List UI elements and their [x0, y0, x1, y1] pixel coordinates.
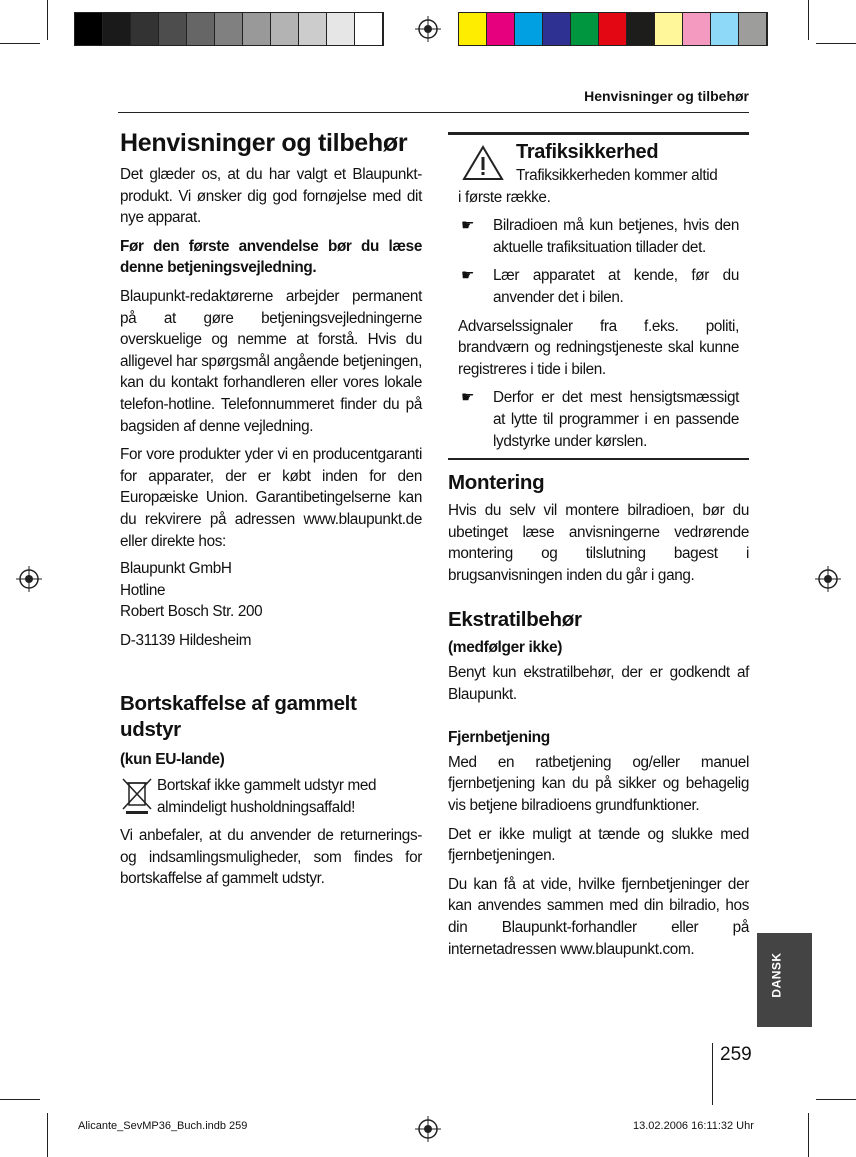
calibration-swatch: [243, 13, 271, 45]
disposal-icon-text: Bortskaf ikke gammelt udstyr med almindeligt husholdningsaffald!: [157, 777, 377, 816]
safety-heading: Trafiksikkerhed: [516, 141, 659, 163]
pointing-hand-icon: ☛: [461, 217, 475, 235]
calibration-swatch: [215, 13, 243, 45]
disposal-heading: Bortskaffelse af gammelt udstyr: [120, 692, 357, 742]
safety-bullet: ☛ Derfor er det mest hensigtsmæssigt at lytte til programmer i en passende lydstyrke under kørslen.: [458, 387, 739, 452]
disposal-notice: [120, 775, 422, 818]
safety-box: [448, 132, 749, 460]
remote-paragraph: Det er ikke muligt at tænde og slukke med fjernbetjeningen.: [448, 825, 749, 865]
calibration-swatch: [739, 13, 767, 45]
safety-lead-part: Trafiksikkerheden kommer altid: [516, 167, 718, 184]
crop-mark: [47, 0, 48, 40]
calibration-swatch: [599, 13, 627, 45]
calibration-swatch: [487, 13, 515, 45]
calibration-swatch: [571, 13, 599, 45]
address-line: Hotline: [120, 581, 166, 599]
warning-triangle-icon: [458, 139, 508, 183]
calibration-swatch: [187, 13, 215, 45]
safety-bullet: ☛ Bilradioen må kun betjenes, hvis den aktuelle trafiksituation tillader det.: [458, 215, 739, 258]
mounting-paragraph: Hvis du selv vil montere bilradioen, bør du ubetinget læse anvisningerne vedrørende montering og tilslutning bagest i brugsanvisningen inden du går i gang.: [448, 502, 749, 584]
crop-mark: [0, 1099, 40, 1100]
crop-mark: [816, 1099, 856, 1100]
calibration-swatch: [159, 13, 187, 45]
registration-mark-icon: [415, 1116, 441, 1142]
running-header: Henvisninger og tilbehør: [584, 88, 749, 104]
disposal-paragraph: Vi anbefaler, at du anvender de returnerings- og indsamlingsmuligheder, som findes for bortskaffelse af gammelt udstyr.: [120, 827, 422, 888]
registration-mark-icon: [415, 16, 441, 42]
remote-paragraph: Du kan få at vide, hvilke fjernbetjeninger der kan anvendes sammen med din bilradio, hos din Blaupunkt-forhandler eller på internetadressen www.blaupunkt.com.: [448, 875, 749, 958]
safety-middle-paragraph: Advarselssignaler fra f.eks. politi, brandværn og redningstjeneste skal kunne registreres i tide i bilen.: [458, 317, 739, 378]
crop-mark: [0, 43, 40, 44]
calibration-swatch: [271, 13, 299, 45]
mounting-heading: Montering: [448, 471, 545, 495]
calibration-swatch: [655, 13, 683, 45]
calibration-swatch: [355, 13, 383, 45]
calibration-swatch: [459, 13, 487, 45]
registration-mark-icon: [16, 566, 42, 592]
address-line: Robert Bosch Str. 200: [120, 603, 263, 621]
accessories-subheading: (medfølger ikke): [448, 638, 563, 656]
slug-filename: Alicante_SevMP36_Buch.indb 259: [78, 1120, 248, 1132]
editors-paragraph: Blaupunkt-redaktørerne arbejder permanent på at gøre betjeningsvejledningerne overskuelige og nemme at forstå. Hvis du alligevel har spørgsmål angående betjeningen, kan du kontakt forhandleren eller vores lokale telefon-hotline. Telefonnummeret finder du på bagsiden af denne vejledning.: [120, 287, 422, 435]
color-calibration-bar: [458, 12, 768, 46]
remote-heading: Fjernbetjening: [448, 729, 550, 747]
calibration-swatch: [299, 13, 327, 45]
calibration-swatch: [627, 13, 655, 45]
calibration-swatch: [131, 13, 159, 45]
warranty-paragraph: For vore produkter yder vi en producentgaranti for apparater, der er købt inden for den Europæiske Union. Garantibetingelserne kan du rekvirere på adressen www.blaupunkt.de eller direkte hos:: [120, 446, 422, 550]
calibration-swatch: [543, 13, 571, 45]
slug-timestamp: 13.02.2006 16:11:32 Uhr: [633, 1120, 754, 1132]
registration-mark-icon: [815, 566, 841, 592]
intro-paragraph: Det glæder os, at du har valgt et Blaupunkt-produkt. Vi ønsker dig god fornøjelse med dit nye apparat.: [120, 166, 422, 227]
remote-paragraph: Med en ratbetjening og/eller manuel fjernbetjening kan du på sikker og behagelig vis betjene bilradioens grundfunktioner.: [448, 753, 749, 815]
calibration-swatch: [103, 13, 131, 45]
accessories-heading: Ekstratilbehør: [448, 607, 582, 631]
header-rule: [118, 112, 749, 113]
calibration-swatch: [75, 13, 103, 45]
pointing-hand-icon: ☛: [461, 389, 475, 407]
pointing-hand-icon: ☛: [461, 267, 475, 285]
address-line: Blaupunkt GmbH: [120, 560, 232, 578]
crop-mark: [816, 43, 856, 44]
address-city: D-31139 Hildesheim: [120, 631, 252, 649]
page-number-rule: [712, 1043, 713, 1105]
right-column: [448, 132, 749, 967]
read-manual-note: Før den første anvendelse bør du læse denne betjeningsvejledning.: [120, 237, 422, 277]
page-number: 259: [720, 1044, 752, 1065]
safety-bullet: ☛ Lær apparatet at kende, før du anvender det i bilen.: [458, 265, 739, 308]
crop-mark: [808, 0, 809, 40]
calibration-swatch: [711, 13, 739, 45]
page-title: Henvisninger og tilbehør: [120, 129, 408, 157]
crop-mark: [808, 1113, 809, 1157]
gray-calibration-bar: [74, 12, 384, 46]
accessories-paragraph: Benyt kun ekstratilbehør, der er godkendt af Blaupunkt.: [448, 664, 749, 703]
calibration-swatch: [327, 13, 355, 45]
calibration-swatch: [683, 13, 711, 45]
safety-lead: i første række.: [458, 188, 551, 206]
calibration-swatch: [515, 13, 543, 45]
disposal-subheading: (kun EU-lande): [120, 751, 225, 769]
language-tab: DANSK: [757, 933, 812, 1027]
crop-mark: [47, 1113, 48, 1157]
crossed-bin-icon: [120, 775, 154, 815]
left-column: [120, 128, 422, 897]
